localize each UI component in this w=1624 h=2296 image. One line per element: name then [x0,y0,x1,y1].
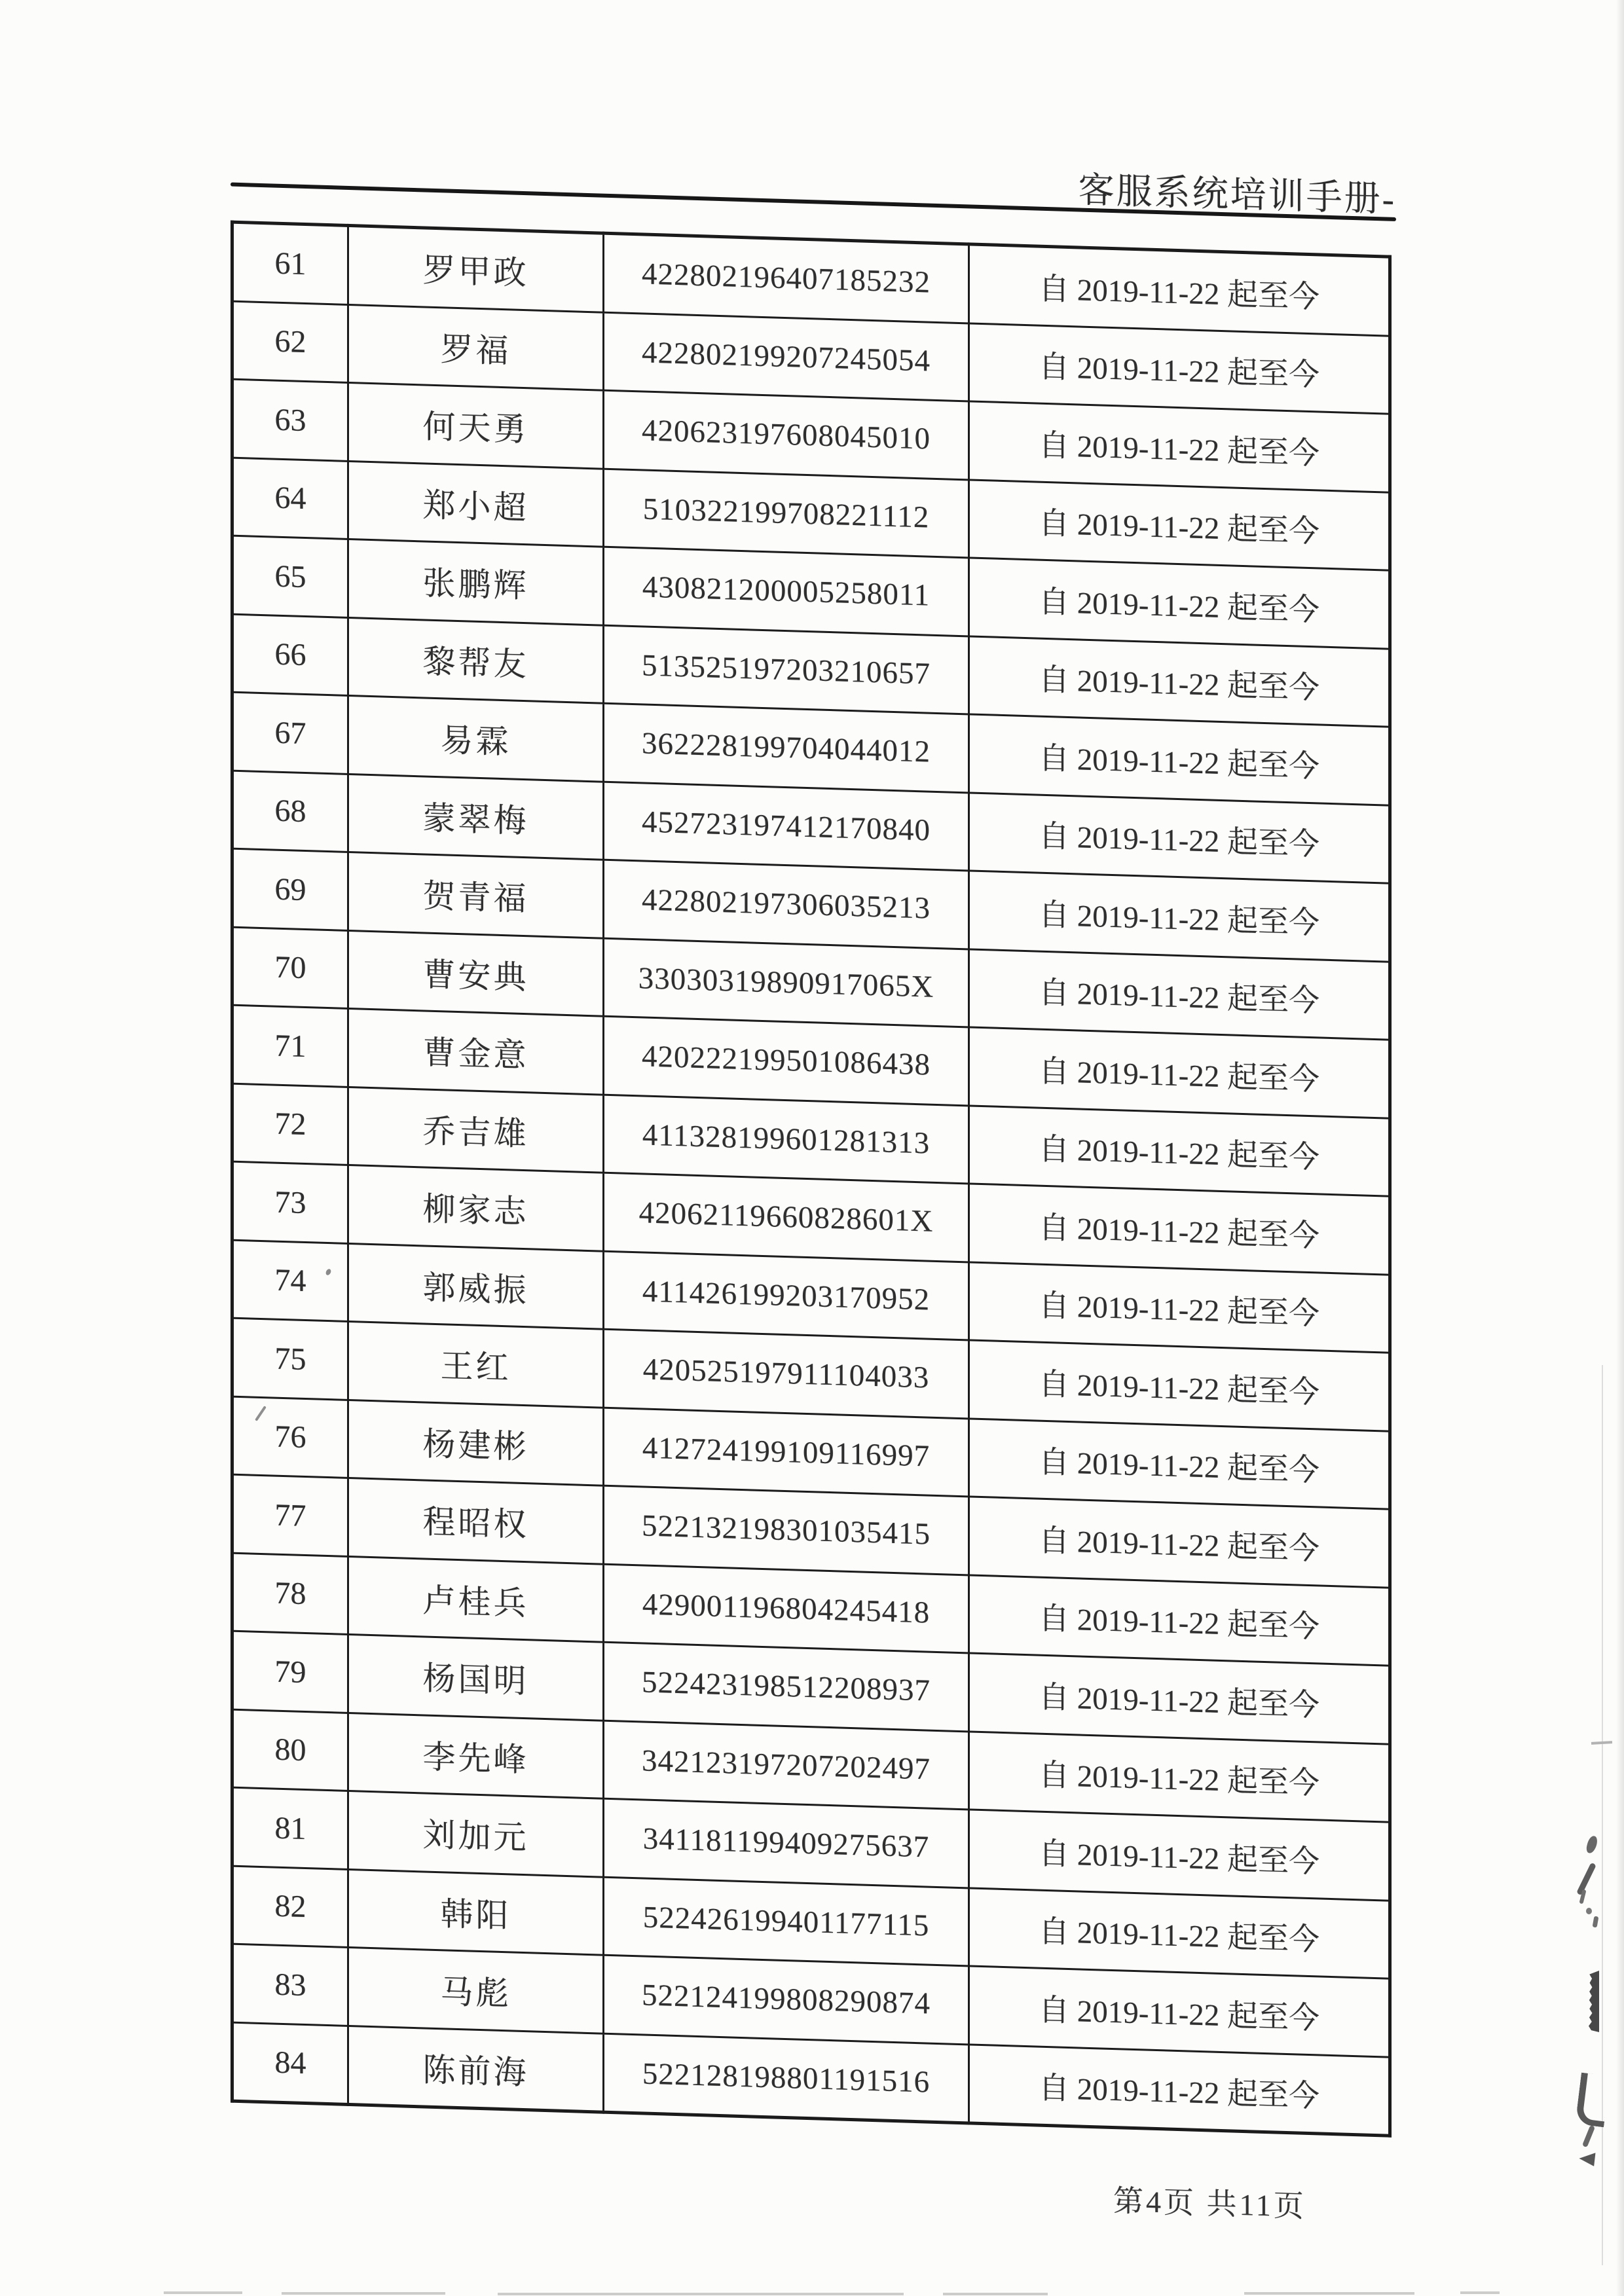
name-cell: 刘加元 [348,1791,604,1876]
period-cell: 自 2019-11-22 起至今 [969,558,1390,649]
id-number-cell: 522423198512208937 [604,1642,969,1731]
id-number-cell: 522128198801191516 [604,2033,969,2123]
row-number-cell: 67 [232,692,348,774]
row-number-cell: 74 [232,1240,348,1322]
name-cell: 卢桂兵 [348,1556,604,1642]
row-number-cell: 82 [232,1866,348,1948]
id-number-cell: 411426199203170952 [604,1251,969,1340]
period-cell: 自 2019-11-22 起至今 [969,1262,1390,1353]
name-cell: 易霖 [348,695,604,781]
id-number-cell: 422802197306035213 [604,860,969,949]
row-number-cell: 73 [232,1161,348,1243]
name-cell: 郭威振 [348,1243,604,1329]
name-cell: 张鹏辉 [348,539,604,625]
period-cell: 自 2019-11-22 起至今 [969,1184,1390,1275]
row-number-cell: 66 [232,614,348,696]
row-number-cell: 80 [232,1709,348,1791]
name-cell: 曹金意 [348,1008,604,1094]
name-cell: 贺青福 [348,852,604,938]
row-number-cell: 72 [232,1084,348,1165]
id-number-cell: 411328199601281313 [604,1095,969,1184]
scan-mark-tick [1586,1908,1592,1914]
id-number-cell: 510322199708221112 [604,469,969,558]
row-number-cell: 84 [232,2022,348,2105]
id-number-cell: 522132198301035415 [604,1485,969,1575]
period-cell: 自 2019-11-22 起至今 [969,401,1390,492]
scan-bottom-edge [1244,2292,1414,2295]
period-cell: 自 2019-11-22 起至今 [969,1887,1390,1978]
id-number-cell: 341181199409275637 [604,1798,969,1887]
row-number-cell: 63 [232,379,348,461]
id-number-cell: 522124199808290874 [604,1955,969,2044]
id-number-cell: 429001196804245418 [604,1564,969,1653]
period-cell: 自 2019-11-22 起至今 [969,949,1390,1040]
period-cell: 自 2019-11-22 起至今 [969,1810,1390,1901]
period-cell: 自 2019-11-22 起至今 [969,1027,1390,1118]
scan-right-fade [1616,0,1624,2296]
id-number-cell: 412724199109116997 [604,1408,969,1497]
id-number-cell: 513525197203210657 [604,625,969,714]
scan-bottom-edge [1460,2291,1500,2294]
period-cell: 自 2019-11-22 起至今 [969,636,1390,727]
name-cell: 罗福 [348,304,604,390]
row-number-cell: 79 [232,1631,348,1713]
personnel-roster-table [231,221,1392,2138]
name-cell: 王红 [348,1321,604,1407]
name-cell: 柳家志 [348,1165,604,1250]
id-number-cell: 420222199501086438 [604,1016,969,1105]
row-number-cell: 68 [232,771,348,852]
row-number-cell: 70 [232,927,348,1009]
name-cell: 韩阳 [348,1869,604,1955]
period-cell: 自 2019-11-22 起至今 [969,714,1390,805]
period-cell: 自 2019-11-22 起至今 [969,792,1390,883]
name-cell: 杨国明 [348,1634,604,1720]
period-cell: 自 2019-11-22 起至今 [969,479,1390,570]
name-cell: 蒙翠梅 [348,774,604,860]
row-number-cell: 81 [232,1787,348,1869]
period-cell: 自 2019-11-22 起至今 [969,2044,1390,2136]
scan-bottom-edge [164,2291,242,2294]
document-title: 客服系统培训手册- [1078,170,1396,220]
name-cell: 杨建彬 [348,1400,604,1485]
id-number-cell: 422802199207245054 [604,312,969,401]
period-cell: 自 2019-11-22 起至今 [969,1653,1390,1744]
name-cell: 乔吉雄 [348,1087,604,1173]
name-cell: 郑小超 [348,461,604,547]
id-number-cell: 342123197207202497 [604,1721,969,1810]
period-cell: 自 2019-11-22 起至今 [969,1340,1390,1431]
period-cell: 自 2019-11-22 起至今 [969,323,1390,414]
row-number-cell: 64 [232,458,348,539]
page-indicator: 第4页 共11页 [1113,2184,1306,2223]
row-number-cell: 61 [232,222,348,304]
name-cell: 李先峰 [348,1713,604,1798]
scan-edge-line [1602,1365,1603,2265]
id-number-cell: 420623197608045010 [604,390,969,479]
id-number-cell: 422802196407185232 [604,233,969,323]
row-number-cell: 71 [232,1005,348,1087]
period-cell: 自 2019-11-22 起至今 [969,871,1390,962]
name-cell: 曹安典 [348,930,604,1016]
period-cell: 自 2019-11-22 起至今 [969,1418,1390,1509]
page-footer [1113,2177,1349,2227]
name-cell: 程昭权 [348,1478,604,1563]
scan-bottom-edge [943,2293,1048,2295]
id-number-cell: 522426199401177115 [604,1877,969,1966]
period-cell: 自 2019-11-22 起至今 [969,1731,1390,1822]
name-cell: 黎帮友 [348,617,604,703]
row-number-cell: 83 [232,1944,348,2026]
period-cell: 自 2019-11-22 起至今 [969,244,1390,336]
id-number-cell: 430821200005258011 [604,547,969,636]
row-number-cell: 69 [232,848,348,930]
period-cell: 自 2019-11-22 起至今 [969,1105,1390,1196]
scan-bottom-edge [282,2292,445,2295]
name-cell: 何天勇 [348,382,604,468]
row-number-cell: 62 [232,301,348,383]
id-number-cell: 362228199704044012 [604,703,969,792]
name-cell: 罗甲政 [348,225,604,312]
row-number-cell: 76 [232,1396,348,1478]
id-number-cell: 33030319890917065X [604,938,969,1027]
name-cell: 陈前海 [348,2026,604,2112]
row-number-cell: 65 [232,536,348,617]
row-number-cell: 77 [232,1474,348,1556]
id-number-cell: 452723197412170840 [604,782,969,871]
row-number-cell: 75 [232,1318,348,1400]
name-cell: 马彪 [348,1947,604,2033]
id-number-cell: 420525197911104033 [604,1329,969,1418]
period-cell: 自 2019-11-22 起至今 [969,1575,1390,1666]
period-cell: 自 2019-11-22 起至今 [969,1497,1390,1588]
period-cell: 自 2019-11-22 起至今 [969,1966,1390,2057]
id-number-cell: 42062119660828601X [604,1173,969,1262]
row-number-cell: 78 [232,1553,348,1635]
document-header [0,128,1396,222]
scan-bottom-edge [498,2293,904,2295]
